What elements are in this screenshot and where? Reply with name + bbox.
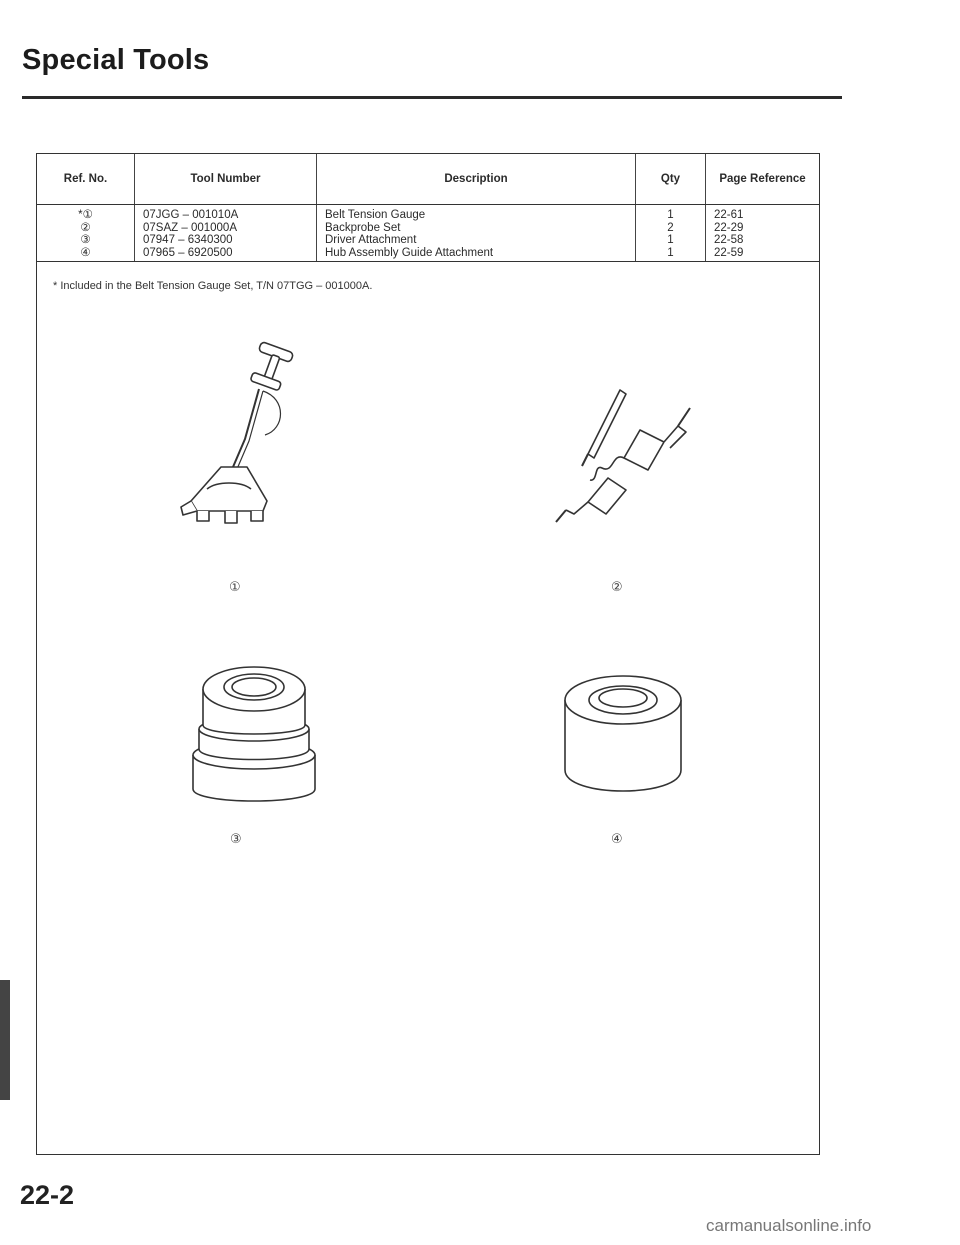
backprobe-set-icon: [542, 382, 702, 532]
special-tools-table: [37, 154, 819, 262]
table-row: [37, 247, 819, 262]
table-footnote: * Included in the Belt Tension Gauge Set, T/N 07TGG – 001000A.: [53, 280, 373, 292]
section-tab-marker: [0, 980, 10, 1100]
column-header-ref-no: Ref. No.: [37, 154, 135, 205]
ref-no-cell: *①: [78, 209, 93, 221]
column-header-tool-number: Tool Number: [135, 154, 317, 205]
hub-assembly-guide-attachment-icon: [561, 674, 685, 800]
table-row: [37, 205, 819, 222]
qty-cell: 1: [636, 234, 706, 247]
figure-callout-4: ④: [611, 832, 623, 847]
page-reference-cell: 22-59: [706, 247, 820, 262]
description-cell: Backprobe Set: [317, 222, 636, 235]
page-number: 22-2: [20, 1180, 75, 1210]
tool-number-cell: 07947 – 6340300: [135, 234, 317, 247]
table-header-row: [37, 154, 819, 205]
qty-cell: 2: [636, 222, 706, 235]
description-cell: Driver Attachment: [317, 234, 636, 247]
page-reference-cell: 22-58: [706, 234, 820, 247]
figure-callout-3: ③: [230, 832, 242, 847]
watermark: carmanualsonline.info: [706, 1216, 872, 1235]
page-reference-cell: 22-29: [706, 222, 820, 235]
driver-attachment-icon: [189, 659, 319, 809]
table-row: [37, 234, 819, 247]
page-reference-cell: 22-61: [706, 205, 820, 222]
description-cell: Belt Tension Gauge: [317, 205, 636, 222]
qty-cell: 1: [636, 247, 706, 262]
tools-frame: [36, 153, 820, 1155]
column-header-qty: Qty: [636, 154, 706, 205]
column-header-page-reference: Page Reference: [706, 154, 820, 205]
column-header-description: Description: [317, 154, 636, 205]
belt-tension-gauge-icon: [167, 339, 317, 534]
description-cell: Hub Assembly Guide Attachment: [317, 247, 636, 262]
ref-no-cell: ②: [80, 221, 91, 234]
qty-cell: 1: [636, 205, 706, 222]
ref-no-cell: ③: [80, 234, 91, 246]
figure-callout-2: ②: [611, 580, 623, 595]
tool-number-cell: 07SAZ – 001000A: [135, 222, 317, 235]
figure-callout-1: ①: [229, 580, 241, 595]
table-row: [37, 222, 819, 235]
page-title: Special Tools: [22, 44, 210, 76]
tool-number-cell: 07965 – 6920500: [135, 247, 317, 262]
title-divider: [22, 96, 842, 99]
tool-number-cell: 07JGG – 001010A: [135, 205, 317, 222]
ref-no-cell: ④: [37, 247, 135, 262]
